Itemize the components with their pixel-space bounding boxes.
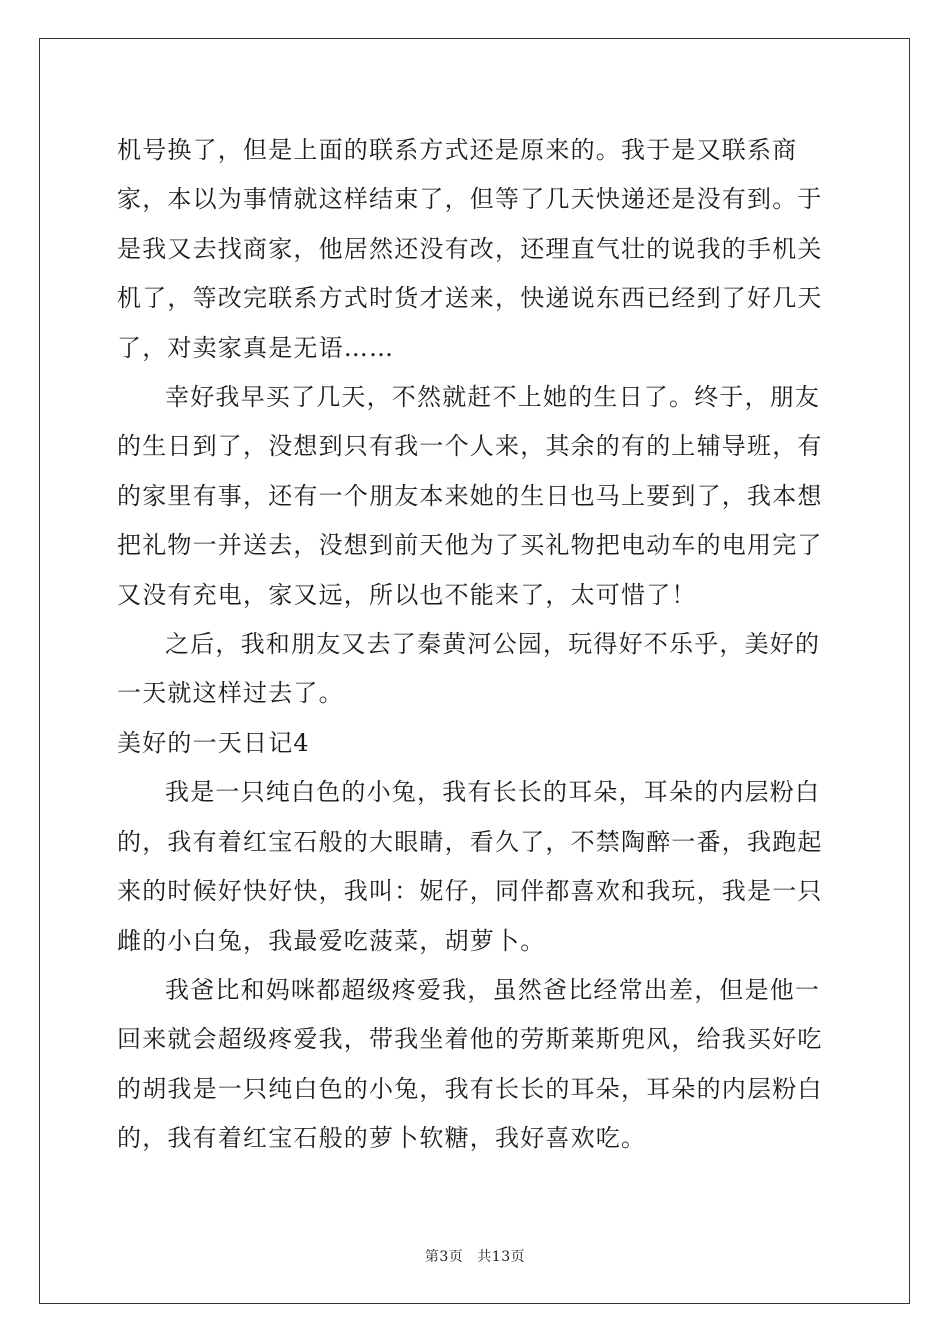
paragraph-5: 我爸比和妈咪都超级疼爱我，虽然爸比经常出差，但是他一回来就会超级疼爱我，带我坐着他的劳斯莱斯兜风，给我买好吃的胡我是一只纯白色的小兔，我有长长的耳朵，耳朵的内层粉白的，我有着红宝石般的萝卜软糖，我好喜欢吃。 xyxy=(117,975,823,1153)
paragraph-4: 我是一只纯白色的小兔，我有长长的耳朵，耳朵的内层粉白的，我有着红宝石般的大眼睛，看久了，不禁陶醉一番，我跑起来的时候好快好快，我叫：妮仔，同伴都喜欢和我玩，我是一只雌的小白兔，我最爱吃菠菜，胡萝卜。 xyxy=(117,778,823,955)
section-heading: 美好的一天日记4 xyxy=(117,728,310,757)
paragraph-3: 之后，我和朋友又去了秦黄河公园，玩得好不乐乎，美好的一天就这样过去了。 xyxy=(117,630,821,708)
paragraph-1: 机号换了，但是上面的联系方式还是原来的。我于是又联系商家，本以为事情就这样结束了，但等了几天快递还是没有到。于是我又去找商家，他居然还没有改，还理直气壮的说我的手机关机了，等改完联系方式时货才送来，快递说东西已经到了好几天了，对卖家真是无语…… xyxy=(117,136,823,362)
page-number: 第3页 xyxy=(424,1249,464,1265)
page-total: 共13页 xyxy=(477,1249,526,1265)
document-body xyxy=(117,126,833,1164)
paragraph-2: 幸好我早买了几天，不然就赶不上她的生日了。终于，朋友的生日到了，没想到只有我一个人来，其余的有的上辅导班，有的家里有事，还有一个朋友本来她的生日也马上要到了，我本想把礼物一并送去，没想到前天他为了买礼物把电动车的电用完了又没有充电，家又远，所以也不能来了，太可惜了！ xyxy=(117,383,823,609)
page-footer xyxy=(0,1246,950,1266)
